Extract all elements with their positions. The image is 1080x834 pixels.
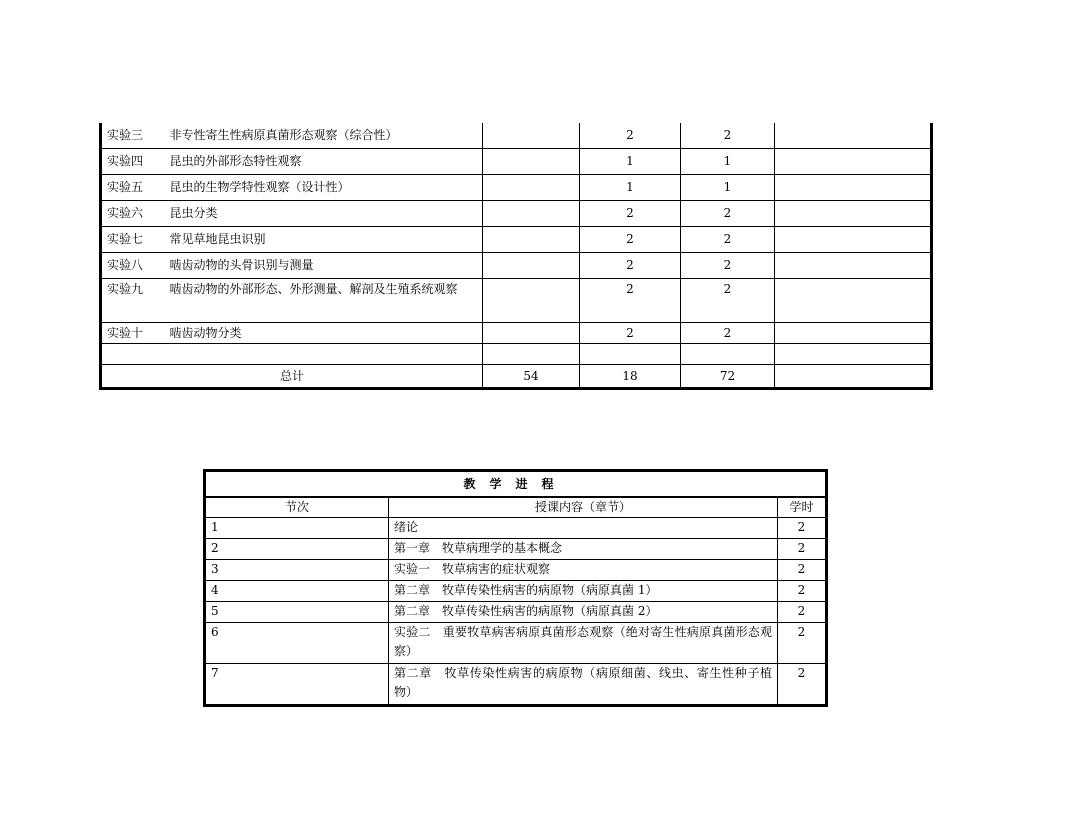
hours-cell-b: 2 [580, 253, 681, 279]
hours-cell: 2 [778, 539, 827, 560]
experiment-name: 实验五 [101, 175, 164, 201]
empty-cell [775, 344, 932, 365]
hours-cell-b: 2 [580, 123, 681, 149]
hours-cell-b: 2 [580, 323, 681, 344]
table-row [101, 149, 932, 175]
total-b: 18 [580, 365, 681, 389]
experiment-content: 昆虫分类 [164, 201, 483, 227]
total-row [101, 365, 932, 389]
content-cell: 第二章 牧草传染性病害的病原物（病原细菌、线虫、寄生性种子植物） [389, 664, 778, 706]
hours-cell-c: 2 [681, 227, 775, 253]
content-cell: 第一章 牧草病理学的基本概念 [389, 539, 778, 560]
notes-cell [775, 279, 932, 323]
experiment-content: 昆虫的外部形态特性观察 [164, 149, 483, 175]
experiment-name: 实验十 [101, 323, 164, 344]
total-a: 54 [483, 365, 580, 389]
hours-cell-a [483, 123, 580, 149]
hours-cell-c: 2 [681, 279, 775, 323]
table-row [205, 518, 827, 539]
total-c: 72 [681, 365, 775, 389]
notes-cell [775, 175, 932, 201]
column-header-hours: 学时 [778, 497, 827, 518]
table-row [205, 664, 827, 706]
empty-cell [483, 344, 580, 365]
table-row [101, 227, 932, 253]
column-header-content: 授课内容（章节） [389, 497, 778, 518]
table-row [101, 279, 932, 323]
experiment-content: 非专性寄生性病原真菌形态观察（综合性） [164, 123, 483, 149]
content-cell: 实验二 重要牧草病害病原真菌形态观察（绝对寄生性病原真菌形态观察） [389, 623, 778, 664]
table-row [205, 602, 827, 623]
hours-cell: 2 [778, 581, 827, 602]
hours-cell-b: 1 [580, 149, 681, 175]
table-row [101, 323, 932, 344]
empty-cell [101, 344, 483, 365]
experiment-name: 实验四 [101, 149, 164, 175]
section-cell: 7 [205, 664, 389, 706]
content-cell: 第二章 牧草传染性病害的病原物（病原真菌 1） [389, 581, 778, 602]
content-cell: 第二章 牧草传染性病害的病原物（病原真菌 2） [389, 602, 778, 623]
notes-cell [775, 149, 932, 175]
experiment-content: 常见草地昆虫识别 [164, 227, 483, 253]
hours-cell-a [483, 227, 580, 253]
table-caption-row [205, 471, 827, 498]
notes-cell [775, 201, 932, 227]
column-header-section: 节次 [205, 497, 389, 518]
hours-cell-c: 2 [681, 253, 775, 279]
section-cell: 6 [205, 623, 389, 664]
table-row [205, 581, 827, 602]
hours-cell-a [483, 201, 580, 227]
experiment-content: 啮齿动物分类 [164, 323, 483, 344]
section-cell: 1 [205, 518, 389, 539]
experiment-hours-table [99, 123, 933, 390]
experiment-name: 实验三 [101, 123, 164, 149]
hours-cell-c: 1 [681, 149, 775, 175]
empty-cell [580, 344, 681, 365]
experiment-content: 啮齿动物的外部形态、外形测量、解剖及生殖系统观察 [164, 279, 483, 323]
experiment-name: 实验八 [101, 253, 164, 279]
header-row [205, 497, 827, 518]
hours-cell-b: 2 [580, 201, 681, 227]
content-cell: 绪论 [389, 518, 778, 539]
section-cell: 5 [205, 602, 389, 623]
hours-cell-b: 2 [580, 279, 681, 323]
hours-cell-a [483, 175, 580, 201]
hours-cell-c: 2 [681, 123, 775, 149]
table-row [205, 539, 827, 560]
total-notes [775, 365, 932, 389]
hours-cell-b: 1 [580, 175, 681, 201]
experiment-content: 昆虫的生物学特性观察（设计性） [164, 175, 483, 201]
hours-cell: 2 [778, 518, 827, 539]
table-row [205, 623, 827, 664]
notes-cell [775, 323, 932, 344]
table-row [101, 253, 932, 279]
hours-cell-a [483, 279, 580, 323]
hours-cell-a [483, 323, 580, 344]
notes-cell [775, 123, 932, 149]
experiment-content: 啮齿动物的头骨识别与测量 [164, 253, 483, 279]
hours-cell: 2 [778, 602, 827, 623]
experiment-name: 实验九 [101, 279, 164, 323]
hours-cell-c: 2 [681, 201, 775, 227]
hours-cell-a [483, 149, 580, 175]
notes-cell [775, 253, 932, 279]
total-label: 总计 [101, 365, 483, 389]
hours-cell-c: 2 [681, 323, 775, 344]
section-cell: 2 [205, 539, 389, 560]
hours-cell-a [483, 253, 580, 279]
empty-row [101, 344, 932, 365]
table-row [101, 123, 932, 149]
table-row [101, 175, 932, 201]
hours-cell: 2 [778, 560, 827, 581]
teaching-schedule-table [203, 469, 828, 707]
experiment-name: 实验六 [101, 201, 164, 227]
hours-cell-c: 1 [681, 175, 775, 201]
empty-cell [681, 344, 775, 365]
table-row [205, 560, 827, 581]
experiment-name: 实验七 [101, 227, 164, 253]
section-cell: 4 [205, 581, 389, 602]
content-cell: 实验一 牧草病害的症状观察 [389, 560, 778, 581]
hours-cell-b: 2 [580, 227, 681, 253]
table-row [101, 201, 932, 227]
hours-cell: 2 [778, 623, 827, 664]
hours-cell: 2 [778, 664, 827, 706]
notes-cell [775, 227, 932, 253]
section-cell: 3 [205, 560, 389, 581]
table-caption: 教学进程 [205, 471, 827, 498]
